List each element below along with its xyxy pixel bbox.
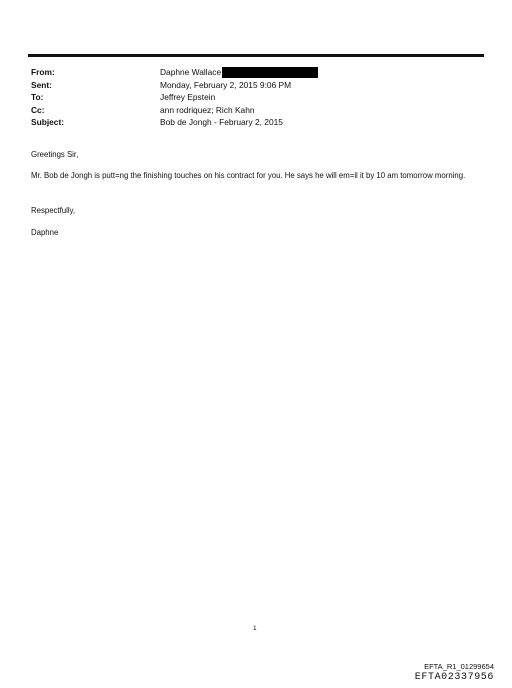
email-header [31, 66, 471, 129]
page-number: 1 [253, 625, 257, 632]
bates-stamp-primary: EFTA_R1_01299654 [424, 662, 494, 671]
subject-value: Bob de Jongh - February 2, 2015 [160, 117, 283, 128]
cc-label: Cc: [31, 104, 45, 115]
greeting: Greetings Sir, [31, 150, 79, 159]
closing: Respectfully, [31, 206, 76, 215]
header-divider-rule [28, 54, 484, 57]
sent-label: Sent: [31, 79, 52, 90]
cc-row [31, 104, 471, 117]
subject-label: Subject: [31, 117, 65, 128]
subject-row [31, 116, 471, 129]
to-row [31, 91, 471, 104]
cc-value: ann rodriquez; Rich Kahn [160, 104, 255, 115]
signature: Daphne [31, 228, 59, 237]
redaction-box [222, 67, 318, 78]
to-value: Jeffrey Epstein [160, 92, 216, 103]
from-label: From: [31, 67, 55, 77]
from-name: Daphne Wallace [160, 67, 222, 77]
bates-stamp-secondary: EFTA02337956 [414, 672, 494, 683]
sent-value: Monday, February 2, 2015 9:06 PM [160, 79, 292, 90]
from-row [31, 66, 471, 79]
sent-row [31, 79, 471, 92]
message-paragraph: Mr. Bob de Jongh is putt=ng the finishing touches on his contract for you. He says he will em=il it by 10 am tomorrow morning. [31, 171, 466, 180]
from-value [160, 66, 471, 79]
to-label: To: [31, 92, 44, 103]
